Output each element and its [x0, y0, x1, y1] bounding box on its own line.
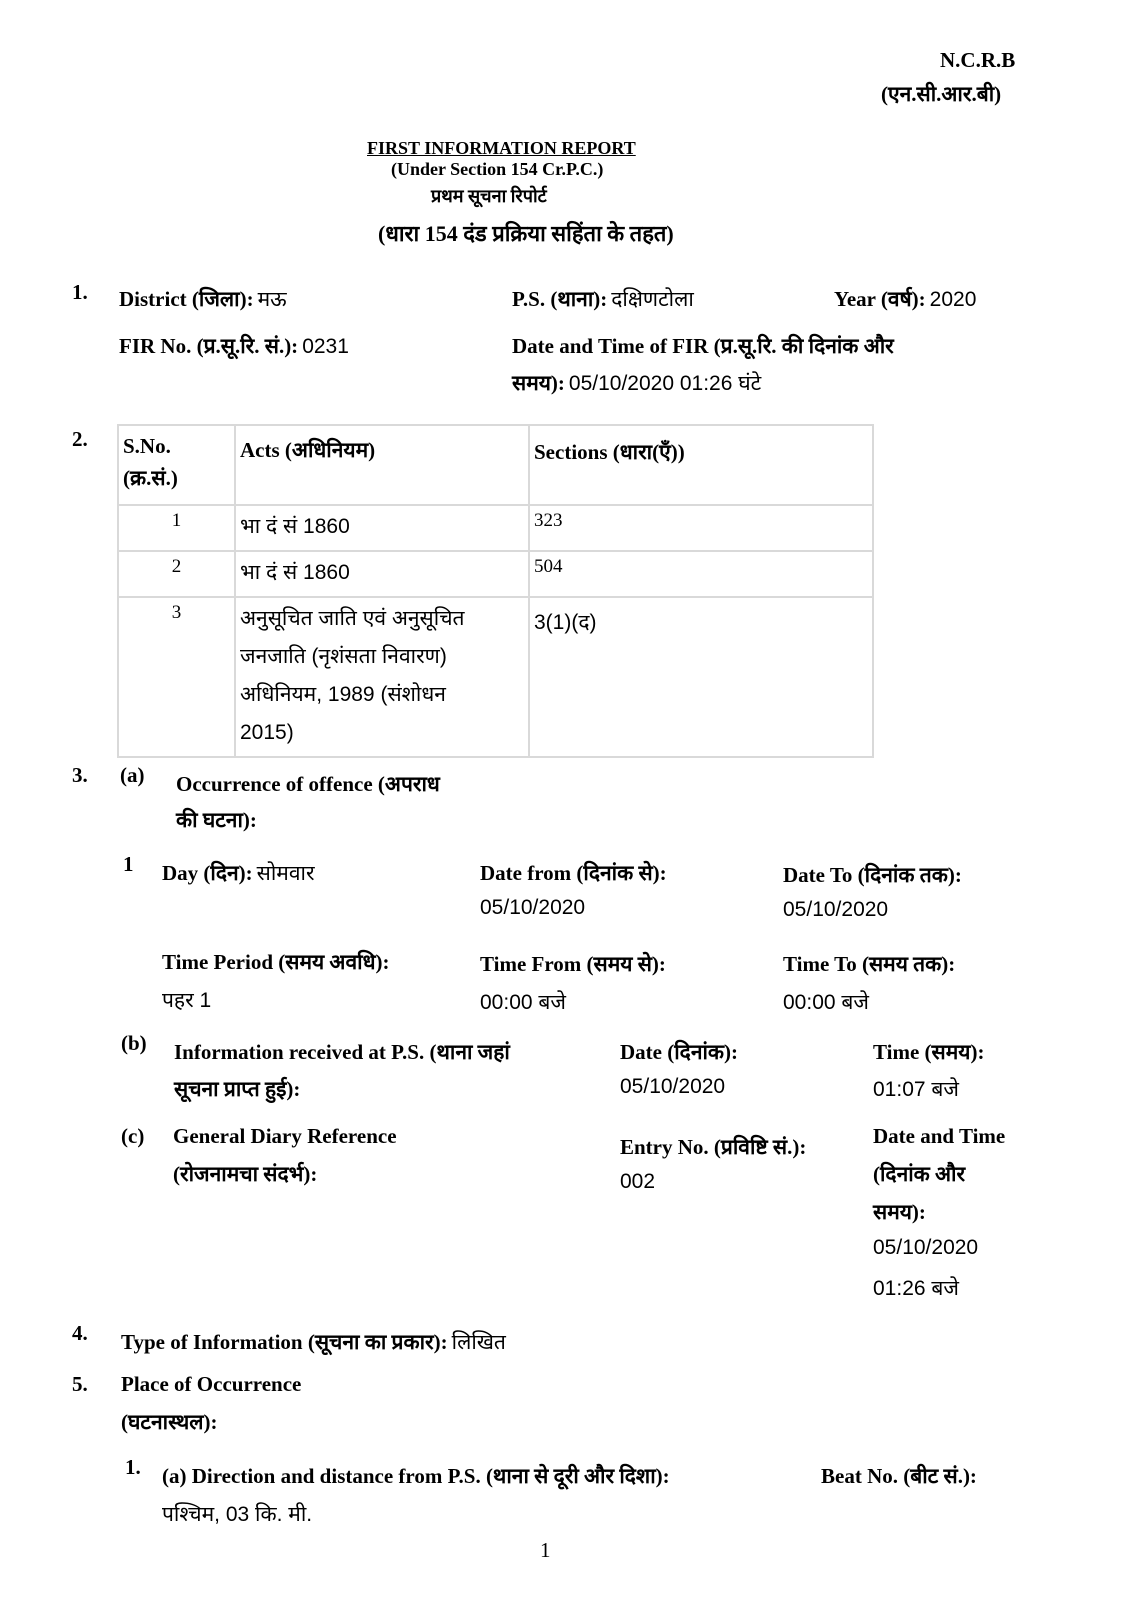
row-section: 3(1)(द) — [529, 597, 873, 757]
info-type-label: Type of Information (सूचना का प्रकार): — [121, 1330, 448, 1354]
year-field — [834, 285, 976, 313]
section-3b-marker: (b) — [121, 1031, 147, 1055]
info-date-label: Date (दिनांक): — [620, 1040, 739, 1064]
sno-header — [118, 425, 235, 505]
time-to-value: 00:00 बजे — [783, 991, 869, 1014]
table-header-row — [118, 425, 873, 505]
district-label: District (जिला): — [119, 287, 254, 311]
table-row — [118, 551, 873, 597]
info-received-label-cont: सूचना प्राप्त हुई): — [174, 1077, 301, 1101]
police-station-field — [512, 285, 694, 313]
time-to-label: Time To (समय तक): — [783, 952, 956, 976]
gd-datetime-label-cont: (दिनांक और — [873, 1162, 966, 1186]
section-2-number: 2. — [72, 427, 88, 451]
row-act-line: अधिनियम, 1989 (संशोधन — [240, 683, 446, 706]
date-to-value: 05/10/2020 — [783, 898, 889, 921]
sno-header-en: S.No. — [123, 434, 171, 458]
fir-number-value: 0231 — [302, 335, 349, 358]
police-station-value: दक्षिणटोला — [611, 288, 694, 311]
sections-header: Sections (धारा(एँ)) — [529, 425, 873, 505]
fir-datetime-label: Date and Time of FIR (प्र.सू.रि. की दिनांक और — [512, 334, 894, 358]
occurrence-label: Occurrence of offence (अपराध — [176, 772, 440, 796]
day-label: Day (दिन): — [162, 861, 253, 885]
fir-datetime-field — [512, 369, 761, 397]
date-to-label: Date To (दिनांक तक): — [783, 863, 962, 887]
direction-label: (a) Direction and distance from P.S. (थाना से दूरी और दिशा): — [162, 1464, 670, 1488]
row-act: भा दं सं 1860 — [235, 551, 529, 597]
report-title: FIRST INFORMATION REPORT — [367, 138, 636, 158]
ncrb-hindi-label: (एन.सी.आर.बी) — [881, 82, 1002, 106]
gd-date-value: 05/10/2020 — [873, 1236, 979, 1259]
info-type-field — [121, 1328, 506, 1356]
gd-datetime-label: Date and Time — [873, 1124, 1006, 1148]
year-label: Year (वर्ष): — [834, 287, 926, 311]
section-4-number: 4. — [72, 1321, 88, 1345]
info-type-value: लिखित — [451, 1331, 506, 1354]
table-row — [118, 597, 873, 757]
row-act-line: अनुसूचित जाति एवं अनुसूचित — [240, 607, 465, 630]
section-5-number: 5. — [72, 1372, 88, 1396]
entry-number-label: Entry No. (प्रविष्टि सं.): — [620, 1135, 807, 1159]
beat-number-label: Beat No. (बीट सं.): — [821, 1464, 977, 1488]
row-sno: 3 — [118, 597, 235, 757]
day-field — [162, 859, 315, 887]
date-from-label: Date from (दिनांक से): — [480, 861, 667, 885]
day-value: सोमवार — [256, 862, 315, 885]
row-act — [235, 597, 529, 757]
gd-reference-label: General Diary Reference — [173, 1124, 397, 1148]
occurrence-item-number: 1 — [123, 852, 134, 876]
row-act-line: जनजाति (नृशंसता निवारण) — [240, 645, 447, 668]
info-time-value: 01:07 बजे — [873, 1078, 959, 1101]
report-subtitle-hindi: (धारा 154 दंड प्रक्रिया सहिंता के तहत) — [378, 221, 674, 246]
time-from-value: 00:00 बजे — [480, 991, 566, 1014]
gd-datetime-label-end: समय): — [873, 1200, 926, 1224]
sno-header-hi: (क्र.सं.) — [123, 466, 178, 490]
report-title-hindi: प्रथम सूचना रिपोर्ट — [431, 186, 547, 206]
page-number: 1 — [540, 1538, 551, 1562]
time-from-label: Time From (समय से): — [480, 952, 666, 976]
ncrb-label: N.C.R.B — [940, 48, 1016, 72]
year-value: 2020 — [929, 288, 977, 311]
place-item-number: 1. — [125, 1455, 141, 1479]
section-3a-marker: (a) — [120, 763, 145, 787]
fir-number-label: FIR No. (प्र.सू.रि. सं.): — [119, 334, 299, 358]
row-act: भा दं सं 1860 — [235, 505, 529, 551]
row-section: 323 — [529, 505, 873, 551]
time-period-label: Time Period (समय अवधि): — [162, 950, 390, 974]
date-from-value: 05/10/2020 — [480, 896, 586, 919]
police-station-label: P.S. (थाना): — [512, 287, 608, 311]
section-1-number: 1. — [72, 280, 88, 304]
place-label-cont: (घटनास्थल): — [121, 1410, 218, 1434]
section-3-number: 3. — [72, 763, 88, 787]
gd-reference-label-cont: (रोजनामचा संदर्भ): — [173, 1162, 318, 1186]
place-label: Place of Occurrence — [121, 1372, 302, 1396]
gd-time-value: 01:26 बजे — [873, 1277, 959, 1300]
info-received-label: Information received at P.S. (थाना जहां — [174, 1040, 510, 1064]
row-act-line: 2015) — [240, 721, 294, 744]
row-section: 504 — [529, 551, 873, 597]
row-sno: 1 — [118, 505, 235, 551]
section-3c-marker: (c) — [121, 1124, 145, 1148]
fir-datetime-value: 05/10/2020 01:26 घंटे — [568, 372, 762, 395]
entry-number-value: 002 — [620, 1170, 656, 1193]
acts-header: Acts (अधिनियम) — [235, 425, 529, 505]
report-subtitle: (Under Section 154 Cr.P.C.) — [391, 159, 604, 179]
acts-sections-table — [117, 424, 874, 758]
row-sno: 2 — [118, 551, 235, 597]
fir-datetime-label-cont: समय): — [512, 371, 565, 395]
district-field — [119, 285, 287, 313]
info-date-value: 05/10/2020 — [620, 1075, 726, 1098]
time-period-value: पहर 1 — [162, 989, 212, 1012]
district-value: मऊ — [257, 288, 287, 311]
table-row — [118, 505, 873, 551]
info-time-label: Time (समय): — [873, 1040, 985, 1064]
direction-value: पश्चिम, 03 कि. मी. — [162, 1503, 313, 1526]
fir-number-field — [119, 332, 349, 360]
occurrence-label-cont: की घटना): — [176, 808, 257, 832]
